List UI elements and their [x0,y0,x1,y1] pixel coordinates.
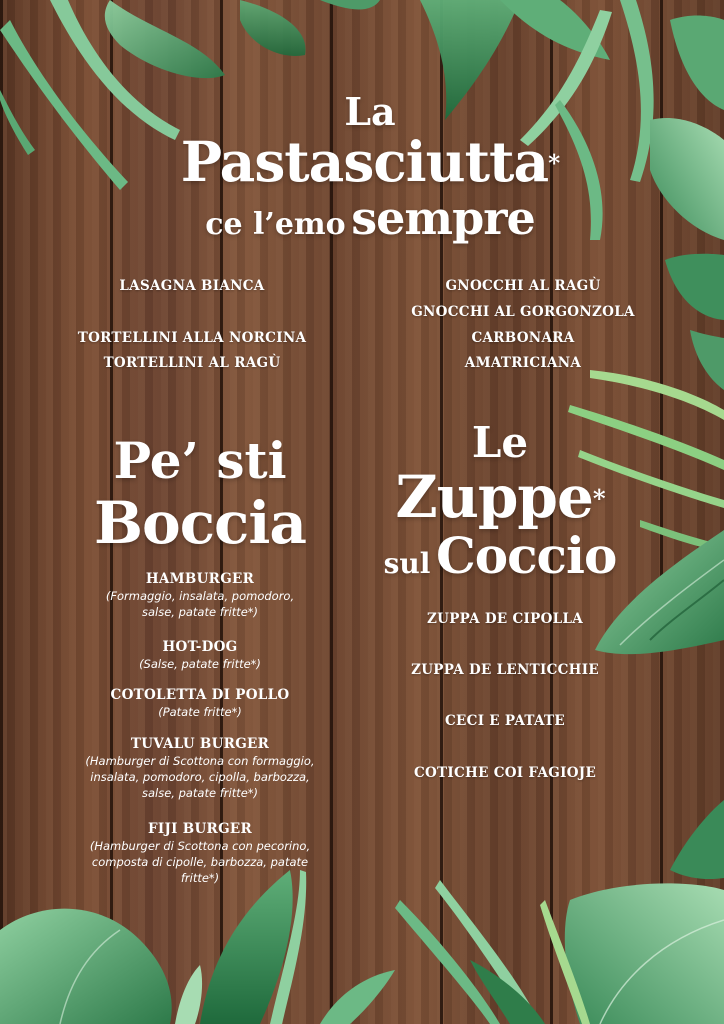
burger-name: COTOLETTA DI POLLO [110,687,290,703]
zuppe-title-line3-big: Coccio [435,526,617,585]
burger-desc: (Formaggio, insalata, pomodoro, salse, patate fritte*) [105,589,295,619]
zuppe-title [360,420,640,596]
burger-item-hamburger [70,571,330,620]
zuppa-item-lenticchie: ZUPPA DE LENTICCHIE [411,662,599,678]
pasta-title-line3 [150,192,590,255]
pasta-item-amatriciana: AMATRICIANA [464,355,582,371]
zuppe-asterisk: * [592,484,605,513]
pasta-title-line2 [150,129,590,194]
zuppe-title-line1: Le [471,418,529,467]
burger-item-cotoletta [70,687,330,720]
pasta-item-tortellini-norcina: TORTELLINI ALLA NORCINA [77,330,307,346]
burger-desc: (Hamburger di Scottona con formaggio, insalata, pomodoro, cipolla, barbozza, salse, patate fritte*) [85,754,315,800]
boccia-title-line1: Pe’ sti [113,431,287,490]
burger-desc: (Patate fritte*) [158,705,242,719]
burger-name: TUVALU BURGER [130,736,270,752]
zuppa-item-cotiche: COTICHE COI FAGIOJE [413,765,597,781]
burger-item-tuvalu [70,736,330,801]
burger-item-hotdog [70,639,330,672]
pasta-title [150,89,590,255]
pasta-item-carbonara: CARBONARA [471,330,575,346]
pasta-title-word: Pastasciutta [180,129,549,194]
burger-name: HOT-DOG [162,639,238,655]
pasta-title-line3-big: sempre [351,191,535,245]
zuppe-title-line3 [360,528,640,596]
boccia-title [60,432,340,556]
burger-name: HAMBURGER [145,571,255,587]
zuppe-title-line2 [360,463,640,531]
zuppa-item-cipolla: ZUPPA DE CIPOLLA [426,611,584,627]
burger-desc: (Hamburger di Scottona con pecorino, composta di cipolle, barbozza, patate fritte*) [89,839,311,885]
pasta-item-gnocchi-ragu: GNOCCHI AL RAGÙ [445,278,601,294]
zuppe-title-line3-small: sul [383,547,431,580]
zuppe-title-word: Zuppe [395,463,593,531]
pasta-item-lasagna: LASAGNA BIANCA [119,278,265,294]
burger-desc: (Salse, patate fritte*) [139,657,261,671]
zuppa-item-ceci: CECI E PATATE [445,713,565,729]
burger-item-fiji [70,821,330,886]
pasta-title-line3-small: ce l’emo [205,207,346,242]
pasta-asterisk: * [548,150,560,177]
burger-name: FIJI BURGER [147,821,253,837]
pasta-title-line1: La [344,89,396,134]
pasta-item-tortellini-ragu: TORTELLINI AL RAGÙ [103,355,281,371]
pasta-item-gnocchi-gorgonzola: GNOCCHI AL GORGONZOLA [411,304,635,320]
boccia-title-line2: Boccia [94,489,306,557]
